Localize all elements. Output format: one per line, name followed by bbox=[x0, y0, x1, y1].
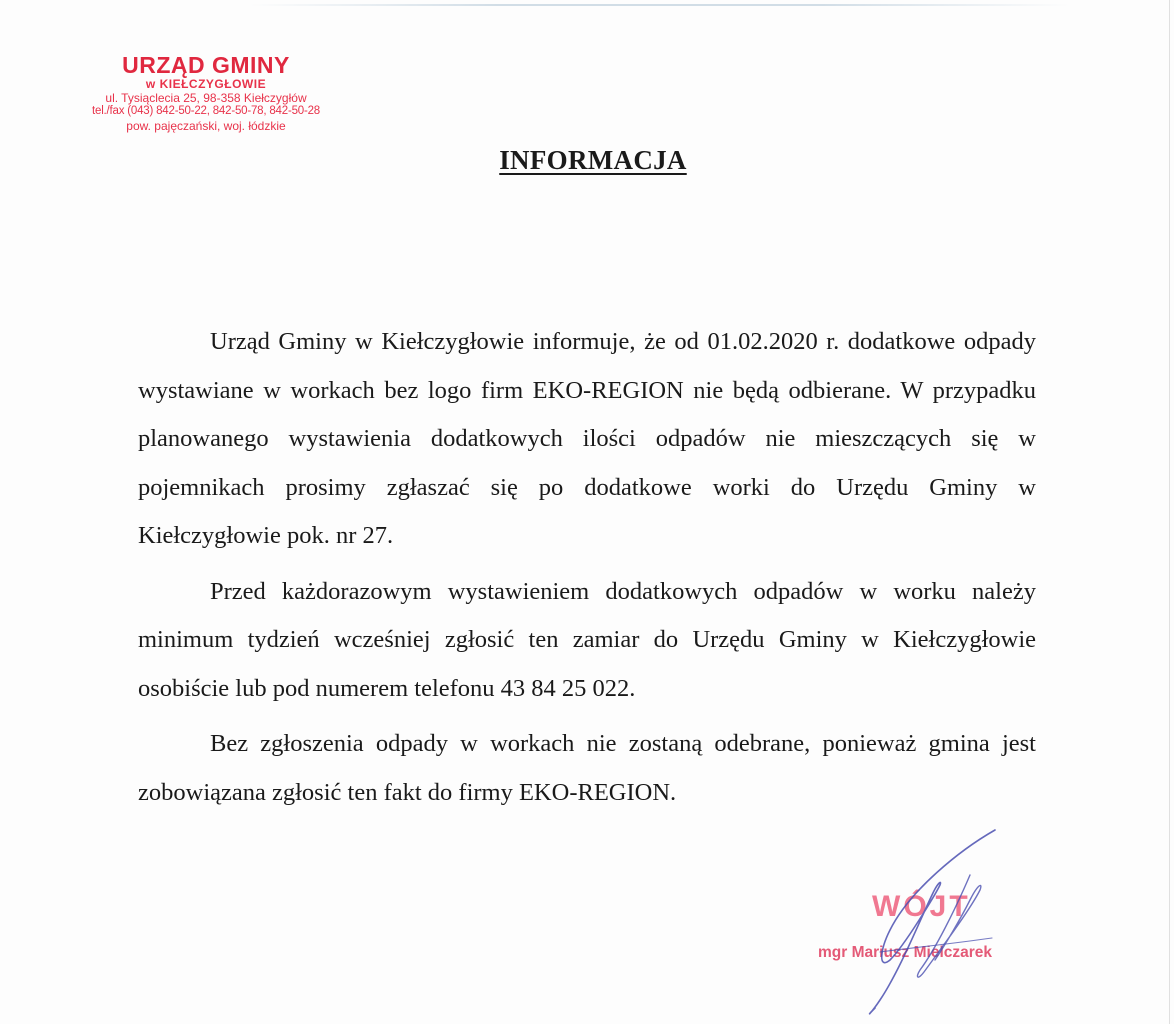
stamp-address: ul. Tysiąclecia 25, 98-358 Kiełczygłów bbox=[105, 91, 307, 105]
paragraph-3: Bez zgłoszenia odpady w workach nie zostaną odebrane, ponieważ gmina jest zobowiązana zgłosić ten fakt do firmy EKO-REGION. bbox=[138, 730, 1036, 806]
paragraph-1: Urząd Gminy w Kiełczygłowie informuje, że od 01.02.2020 r. dodatkowe odpady wystawiane w workach bez logo firm EKO-REGION nie będą odbierane. W przypadku planowanego wystawienia dodatkowych ilości odpadów nie mieszczących się w pojemnikach prosimy zgłaszać się po dodatkowe worki do Urzędu Gminy w Kiełczygłowie pok. nr 27. bbox=[138, 328, 1036, 549]
document-title: INFORMACJA bbox=[499, 145, 687, 175]
signature-title: WÓJT bbox=[872, 890, 971, 923]
stamp-region: pow. pajęczański, woj. łódzkie bbox=[126, 118, 286, 133]
handwritten-signature bbox=[820, 820, 1020, 1020]
document-body bbox=[138, 318, 1036, 817]
stamp-subtitle: w KIEŁCZYGŁOWIE bbox=[145, 77, 267, 91]
scan-top-edge bbox=[250, 4, 1070, 6]
paragraph-2: Przed każdorazowym wystawieniem dodatkowych odpadów w worku należy minimum tydzień wcześniej zgłosić ten zamiar do Urzędu Gminy w Kiełczygłowie osobiście lub pod numerem telefonu 43 84 25 022. bbox=[138, 577, 1036, 702]
stamp-phone: tel./fax (043) 842-50-22, 842-50-78, 842-50-28 bbox=[92, 105, 320, 117]
office-header-stamp bbox=[78, 54, 334, 132]
signatory-name: mgr Mariusz Mielczarek bbox=[818, 944, 993, 961]
stamp-title: URZĄD GMINY bbox=[122, 52, 290, 78]
